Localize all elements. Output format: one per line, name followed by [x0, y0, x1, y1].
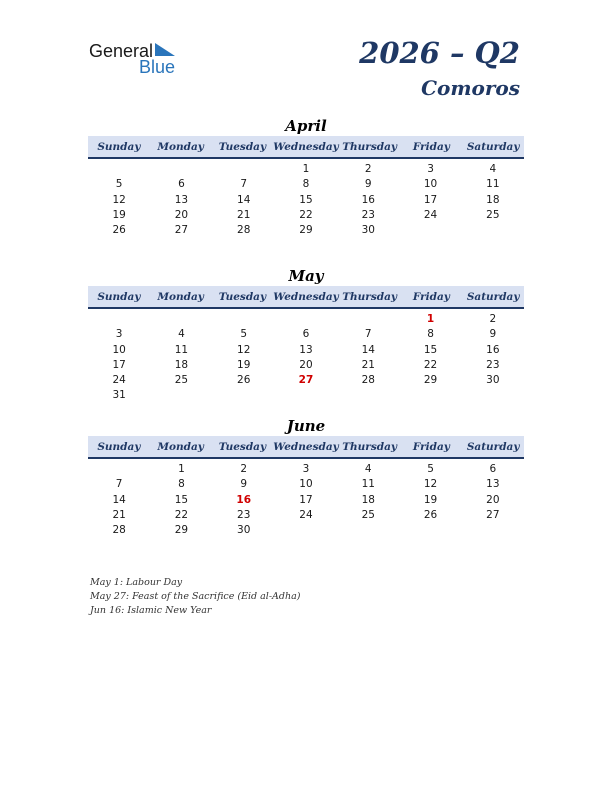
- day-cell: 24: [299, 508, 313, 521]
- weekday-header: [88, 136, 524, 159]
- weekday-label: Wednesday: [273, 141, 339, 153]
- day-cell: 6: [302, 328, 310, 341]
- month-april: [88, 116, 524, 238]
- day-cell: 2: [364, 163, 372, 175]
- day-cell: 9: [364, 178, 372, 191]
- day-cell: 8: [427, 328, 434, 341]
- day-cell: 22: [174, 508, 189, 521]
- weekday-label: Friday: [412, 291, 450, 303]
- day-cell: 13: [299, 343, 313, 356]
- day-cell: 18: [174, 358, 189, 371]
- day-cell: [275, 388, 337, 403]
- day-cell: 20: [486, 493, 500, 506]
- day-cell: [88, 312, 150, 327]
- month-title: May: [288, 267, 324, 285]
- day-cell: 20: [174, 208, 189, 221]
- week-row: [88, 177, 524, 192]
- week-row: [88, 373, 524, 388]
- day-cell: [337, 523, 399, 538]
- day-cell: 30: [361, 224, 375, 237]
- day-cell: 13: [174, 193, 189, 206]
- weekday-label: Wednesday: [273, 441, 339, 453]
- weekday-label: Thursday: [342, 441, 397, 453]
- day-cell: 19: [423, 493, 438, 506]
- day-cell: 27: [174, 224, 189, 237]
- day-cell: [213, 388, 275, 403]
- day-cell: 12: [112, 193, 126, 206]
- holiday-day-cell: 16: [236, 493, 252, 506]
- day-cell: 30: [486, 374, 500, 387]
- day-cell: 6: [178, 178, 185, 191]
- page-title: 2026 – Q2: [359, 36, 520, 70]
- day-cell: 15: [174, 493, 189, 506]
- day-cell: 14: [361, 343, 375, 356]
- weekday-label: Thursday: [342, 141, 397, 153]
- day-cell: 5: [115, 178, 123, 191]
- weekday-label: Saturday: [466, 441, 520, 453]
- holiday-day-cell: 1: [426, 313, 435, 325]
- weekday-label: Thursday: [342, 291, 397, 303]
- month-title: June: [286, 417, 326, 435]
- weekday-label: Sunday: [97, 441, 141, 453]
- day-cell: 18: [361, 493, 375, 506]
- country-name: Comoros: [421, 76, 520, 100]
- day-cell: [399, 388, 461, 403]
- day-cell: 2: [489, 313, 497, 325]
- day-cell: 25: [486, 208, 500, 221]
- day-cell: 11: [361, 478, 375, 491]
- day-cell: 1: [302, 163, 310, 175]
- day-cell: 2: [240, 463, 248, 475]
- day-cell: [150, 162, 212, 177]
- day-cell: [275, 312, 337, 327]
- day-cell: 23: [237, 508, 251, 521]
- week-row: [88, 388, 524, 403]
- day-cell: 24: [112, 374, 126, 387]
- week-row: [88, 493, 524, 508]
- day-cell: 5: [427, 463, 434, 475]
- day-cell: 11: [174, 343, 189, 356]
- weekday-header: [88, 436, 524, 459]
- weekday-label: Tuesday: [218, 141, 267, 153]
- day-cell: [150, 388, 212, 403]
- week-row: [88, 508, 524, 523]
- weekday-label: Monday: [157, 141, 204, 153]
- day-cell: 23: [486, 358, 500, 371]
- day-cell: 25: [174, 374, 189, 387]
- day-cell: [275, 523, 337, 538]
- day-cell: 28: [361, 374, 375, 387]
- week-row: [88, 343, 524, 358]
- day-cell: [150, 312, 212, 327]
- holiday-note: May 27: Feast of the Sacrifice (Eid al-Adha): [90, 591, 301, 602]
- holiday-notes: [90, 576, 300, 618]
- day-cell: 3: [115, 328, 123, 341]
- weekday-label: Wednesday: [273, 291, 339, 303]
- day-cell: 6: [489, 463, 497, 475]
- day-cell: [399, 523, 461, 538]
- day-cell: 21: [237, 208, 251, 221]
- weekday-label: Tuesday: [218, 441, 267, 453]
- day-cell: 7: [364, 328, 372, 341]
- day-cell: 31: [112, 389, 126, 402]
- day-cell: 21: [112, 508, 126, 521]
- day-cell: 17: [299, 493, 313, 506]
- logo-text-general: General: [89, 41, 154, 61]
- day-cell: 14: [237, 193, 251, 206]
- day-cell: 23: [361, 208, 375, 221]
- day-cell: 3: [302, 463, 310, 475]
- day-cell: 20: [299, 358, 313, 371]
- day-cell: 22: [423, 358, 438, 371]
- day-cell: [213, 162, 275, 177]
- day-cell: [213, 312, 275, 327]
- day-cell: 12: [237, 343, 251, 356]
- month-may: [88, 266, 524, 404]
- weekday-label: Monday: [157, 291, 204, 303]
- day-cell: 9: [240, 478, 248, 491]
- day-cell: 29: [174, 524, 189, 537]
- day-cell: 11: [486, 178, 500, 191]
- weekday-label: Sunday: [97, 291, 141, 303]
- weekday-label: Friday: [412, 441, 450, 453]
- day-cell: 26: [237, 374, 251, 387]
- weekday-label: Monday: [157, 441, 204, 453]
- logo: [89, 40, 189, 76]
- day-cell: [399, 223, 461, 238]
- day-cell: 7: [115, 478, 123, 491]
- day-cell: 14: [112, 493, 126, 506]
- week-row: [88, 223, 524, 238]
- day-cell: [462, 223, 524, 238]
- day-cell: 4: [178, 328, 185, 341]
- day-cell: 30: [237, 524, 251, 537]
- day-cell: 15: [423, 343, 438, 356]
- day-cell: 24: [423, 208, 438, 221]
- week-row: [88, 477, 524, 492]
- weekday-label: Saturday: [466, 291, 520, 303]
- day-cell: 26: [423, 508, 438, 521]
- holiday-note: May 1: Labour Day: [90, 577, 183, 588]
- day-cell: 17: [112, 358, 126, 371]
- day-cell: 28: [237, 224, 251, 237]
- day-cell: 13: [486, 478, 500, 491]
- day-cell: [88, 162, 150, 177]
- day-cell: 15: [299, 193, 313, 206]
- day-cell: 29: [299, 224, 313, 237]
- week-row: [88, 193, 524, 208]
- logo-text-blue: Blue: [139, 57, 176, 77]
- weekday-label: Tuesday: [218, 291, 267, 303]
- week-row: [88, 312, 524, 327]
- holiday-note: Jun 16: Islamic New Year: [90, 605, 212, 616]
- day-cell: 10: [299, 478, 313, 491]
- day-cell: [462, 388, 524, 403]
- day-cell: [462, 523, 524, 538]
- month-june: [88, 416, 524, 538]
- day-cell: 7: [240, 178, 248, 191]
- day-cell: [337, 312, 399, 327]
- day-cell: 10: [423, 178, 438, 191]
- weekday-label: Saturday: [466, 141, 520, 153]
- weekday-label: Sunday: [97, 141, 141, 153]
- day-cell: 5: [240, 328, 248, 341]
- week-row: [88, 208, 524, 223]
- day-cell: 8: [302, 178, 310, 191]
- day-cell: 19: [237, 358, 251, 371]
- day-cell: 1: [178, 463, 185, 475]
- weekday-header: [88, 286, 524, 309]
- day-cell: 9: [489, 328, 497, 341]
- day-cell: 4: [489, 163, 497, 175]
- day-cell: 21: [361, 358, 375, 371]
- day-cell: 4: [364, 463, 372, 475]
- day-cell: 26: [112, 224, 126, 237]
- month-title: April: [285, 117, 327, 135]
- day-cell: 17: [423, 193, 438, 206]
- day-cell: 12: [423, 478, 438, 491]
- day-cell: 29: [423, 374, 438, 387]
- day-cell: 16: [361, 193, 375, 206]
- day-cell: 10: [112, 343, 126, 356]
- day-cell: 18: [486, 193, 500, 206]
- day-cell: 8: [178, 478, 185, 491]
- week-row: [88, 162, 524, 177]
- day-cell: [88, 462, 150, 477]
- day-cell: 28: [112, 524, 126, 537]
- weekday-label: Friday: [412, 141, 450, 153]
- day-cell: 16: [486, 343, 500, 356]
- day-cell: [337, 388, 399, 403]
- holiday-day-cell: 27: [298, 374, 314, 387]
- day-cell: 3: [427, 163, 434, 175]
- week-row: [88, 462, 524, 477]
- week-row: [88, 358, 524, 373]
- week-row: [88, 523, 524, 538]
- week-row: [88, 327, 524, 342]
- day-cell: 27: [486, 508, 500, 521]
- day-cell: 19: [112, 208, 126, 221]
- day-cell: 25: [361, 508, 375, 521]
- day-cell: 22: [299, 208, 313, 221]
